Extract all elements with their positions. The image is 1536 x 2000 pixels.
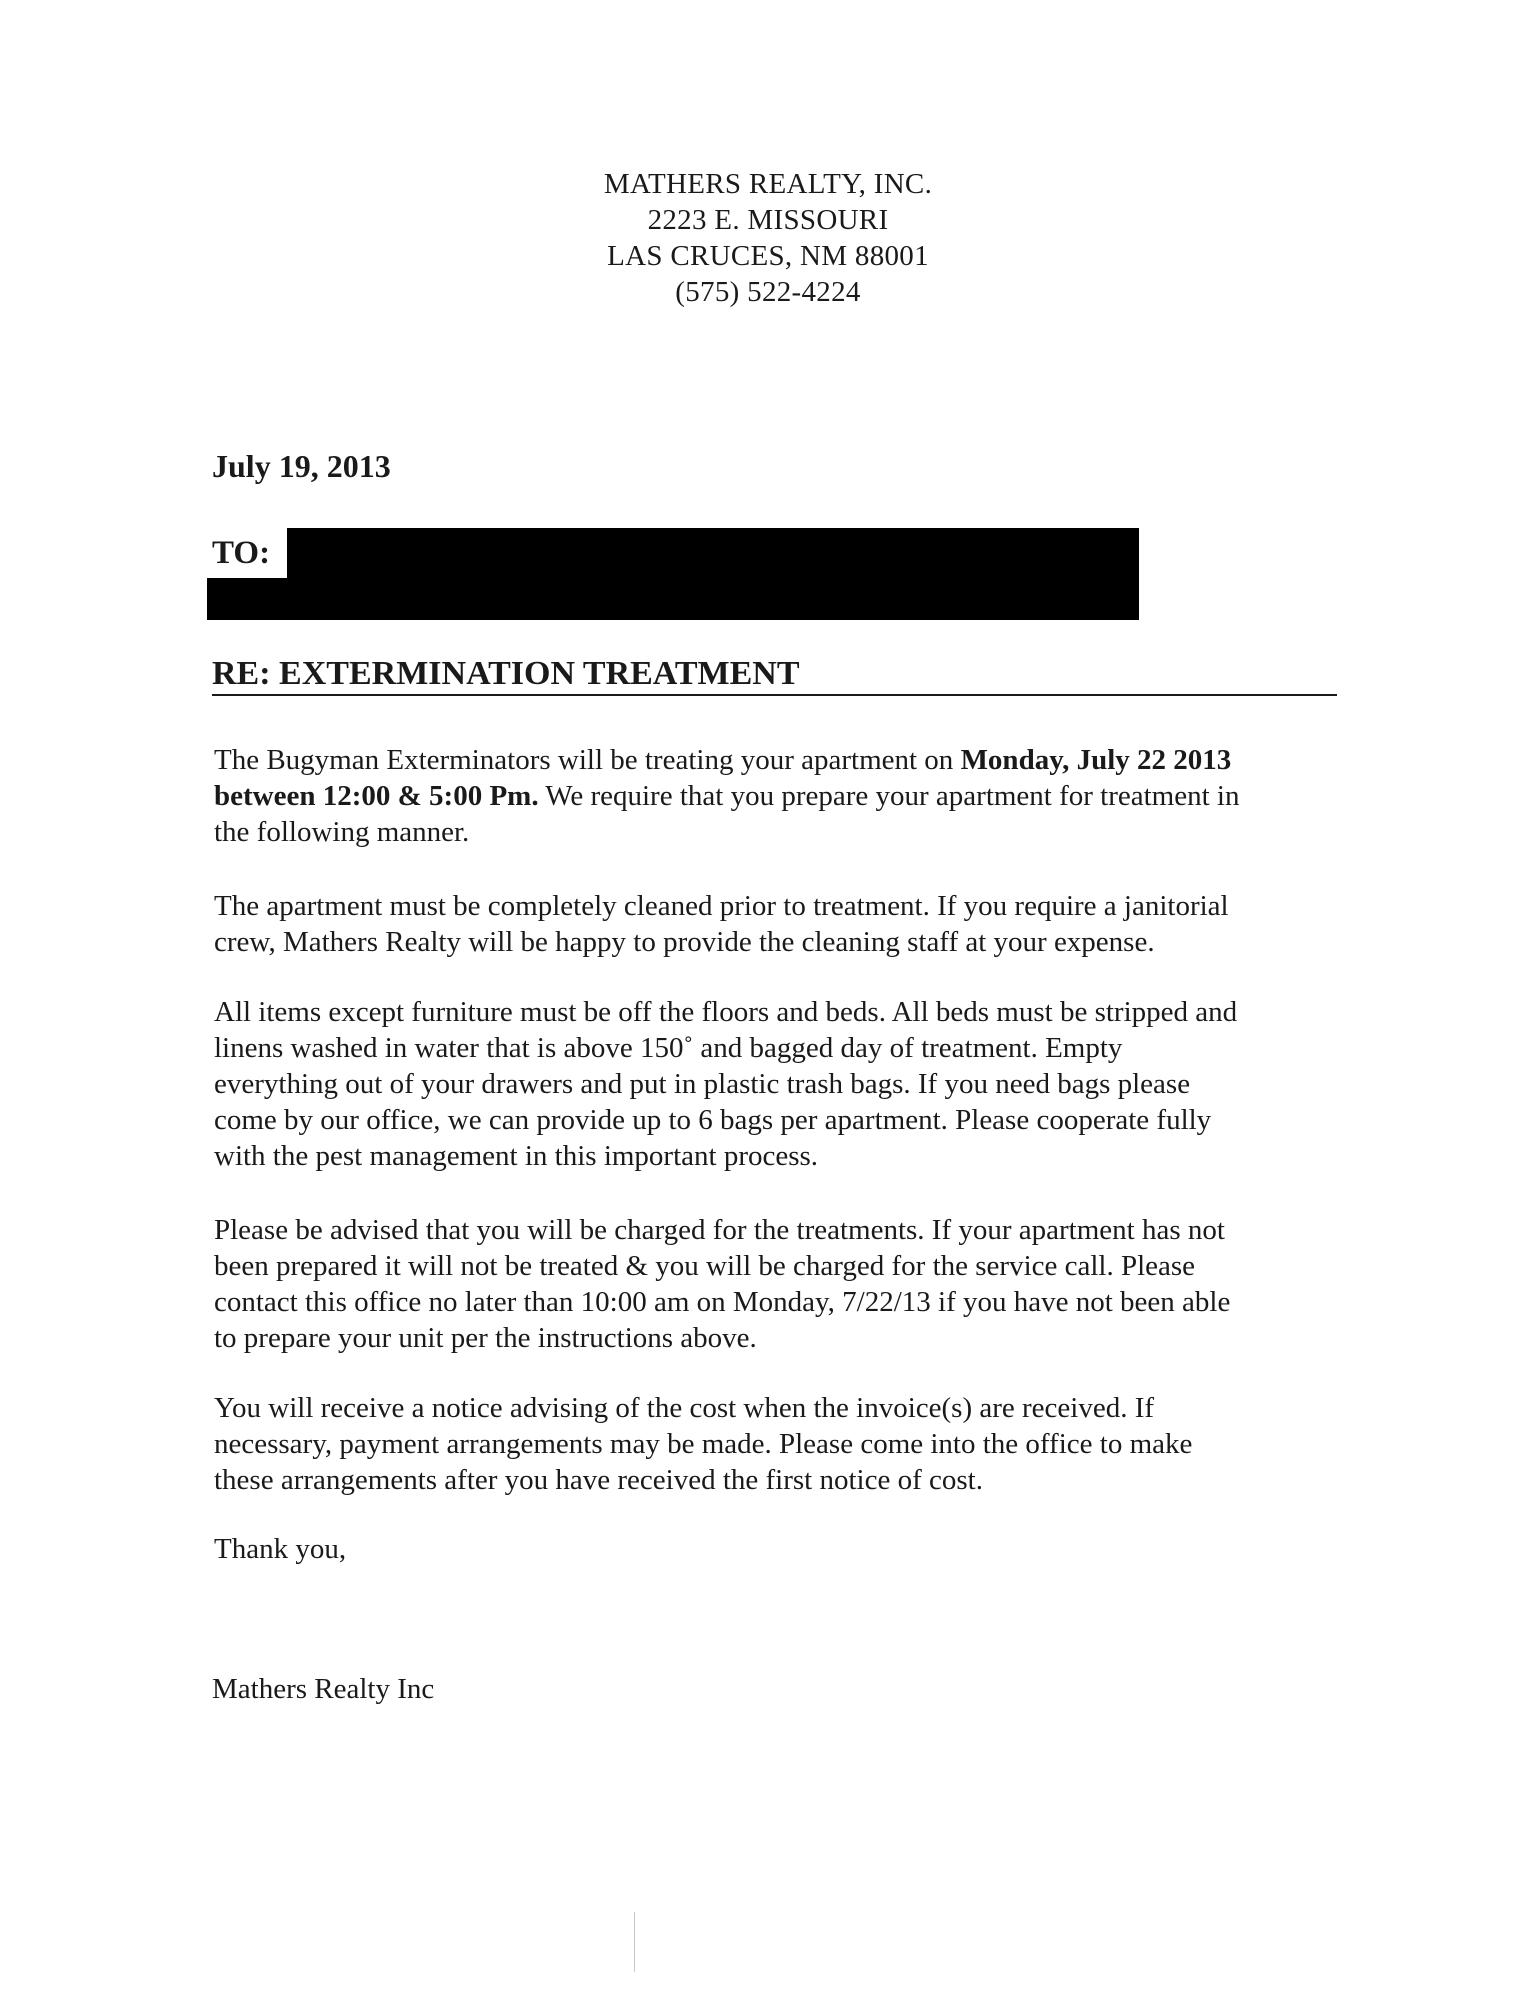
scan-artifact xyxy=(634,1912,635,1972)
paragraph-line xyxy=(214,778,1334,814)
paragraph-line: The apartment must be completely cleaned prior to treatment. If you require a janitorial xyxy=(214,890,1229,922)
letterhead xyxy=(0,166,1536,310)
paragraph-preparation xyxy=(214,994,1334,1174)
company-name: MATHERS REALTY, INC. xyxy=(603,168,933,200)
paragraph-line: these arrangements after you have received the first notice of cost. xyxy=(214,1464,983,1496)
redacted-recipient-block xyxy=(207,528,1139,620)
paragraph-line: with the pest management in this important process. xyxy=(214,1140,819,1172)
company-city: LAS CRUCES, NM 88001 xyxy=(607,240,929,272)
closing: Thank you, xyxy=(214,1533,347,1565)
signature: Mathers Realty Inc xyxy=(212,1673,435,1705)
paragraph-line: linens washed in water that is above 150˚ and bagged day of treatment. Empty xyxy=(214,1032,1123,1064)
text-run: We require that you prepare your apartment for treatment in xyxy=(538,780,1240,812)
paragraph-line: contact this office no later than 10:00 am on Monday, 7/22/13 if you have not been able xyxy=(214,1286,1231,1318)
paragraph-invoice xyxy=(214,1390,1334,1498)
paragraph-line: to prepare your unit per the instructions above. xyxy=(214,1322,757,1354)
paragraph-line xyxy=(214,742,1334,778)
paragraph-schedule xyxy=(214,742,1334,850)
treatment-date-bold: Monday, July 22 2013 xyxy=(960,744,1232,776)
paragraph-line: come by our office, we can provide up to 6 bags per apartment. Please cooperate fully xyxy=(214,1104,1212,1136)
subject-line xyxy=(212,652,1337,696)
paragraph-line: Please be advised that you will be charged for the treatments. If your apartment has not xyxy=(214,1214,1225,1246)
text-run: The Bugyman Exterminators will be treating your apartment on xyxy=(214,744,961,776)
to-label: TO: xyxy=(207,528,287,578)
paragraph-line: the following manner. xyxy=(214,816,470,848)
paragraph-line: You will receive a notice advising of the cost when the invoice(s) are received. If xyxy=(214,1392,1155,1424)
paragraph-cleaning xyxy=(214,888,1334,960)
paragraph-line: All items except furniture must be off the floors and beds. All beds must be stripped and xyxy=(214,996,1238,1028)
treatment-time-bold: between 12:00 & 5:00 Pm. xyxy=(214,780,539,812)
paragraph-charges xyxy=(214,1212,1334,1356)
company-phone: (575) 522-4224 xyxy=(675,276,861,308)
letter-date: July 19, 2013 xyxy=(212,448,391,484)
paragraph-line: everything out of your drawers and put in plastic trash bags. If you need bags please xyxy=(214,1068,1191,1100)
paragraph-line: necessary, payment arrangements may be made. Please come into the office to make xyxy=(214,1428,1193,1460)
subject-text: RE: EXTERMINATION TREATMENT xyxy=(212,655,800,692)
company-street: 2223 E. MISSOURI xyxy=(647,204,889,236)
paragraph-line: crew, Mathers Realty will be happy to provide the cleaning staff at your expense. xyxy=(214,926,1155,958)
paragraph-line: been prepared it will not be treated & you will be charged for the service call. Please xyxy=(214,1250,1196,1282)
